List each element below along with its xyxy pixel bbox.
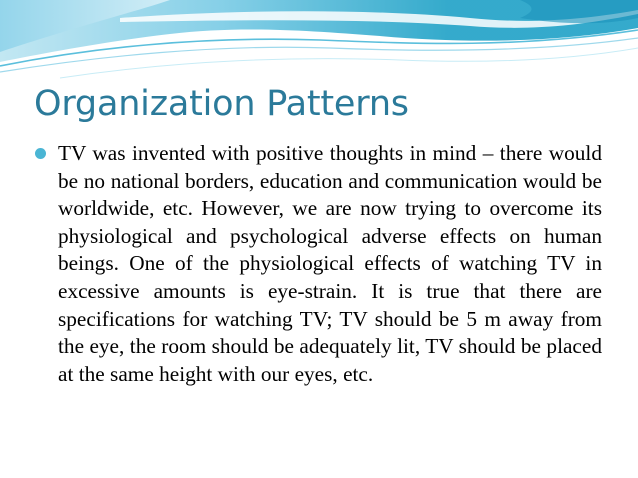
header-wave-decoration [0, 0, 638, 80]
slide-title: Organization Patterns [34, 84, 409, 124]
bullet-dot-icon [35, 148, 46, 159]
bullet-item [34, 140, 602, 388]
bullet-text: TV was invented with positive thoughts in mind – there would be no national borders, education and communication would be worldwide, etc. However, we are now trying to overcome its physiological and psychological adverse effects on human beings. One of the physiological effects of watching TV in excessive amounts is eye-strain. It is true that there are specifications for watching TV; TV should be 5 m away from the eye, the room should be adequately lit, TV should be placed at the same height with our eyes, etc. [58, 141, 602, 386]
bullet-list [34, 140, 602, 388]
